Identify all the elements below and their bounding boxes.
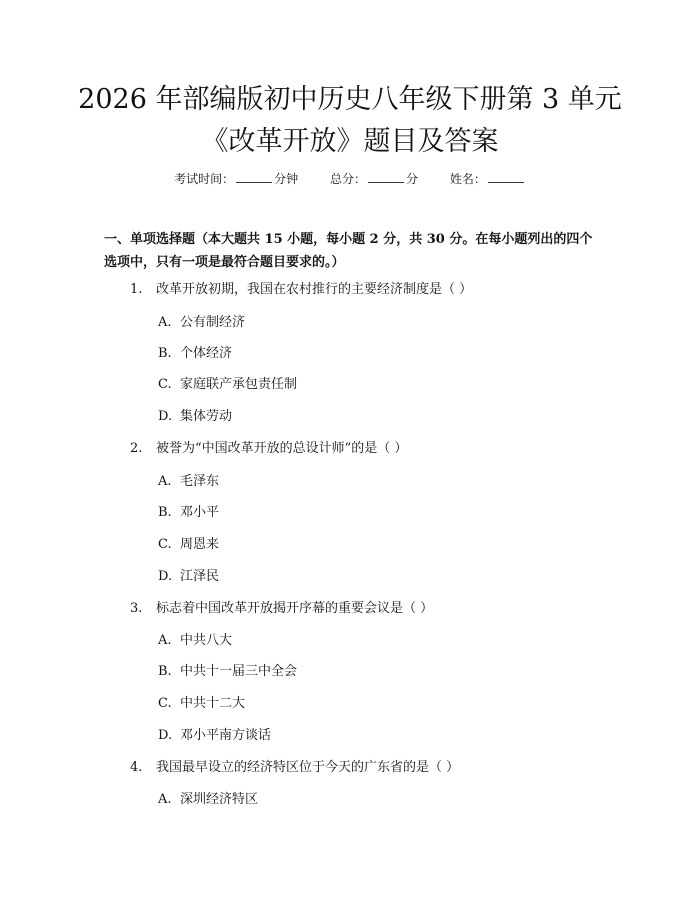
question-4 (130, 759, 459, 777)
option-letter: B. (158, 505, 172, 520)
question-1-option-c (158, 376, 297, 394)
option-text: 公有制经济 (180, 315, 246, 330)
question-3-option-b (158, 663, 297, 681)
exam-time-label: 考试时间： (174, 172, 235, 186)
student-name-label: 姓名： (449, 172, 486, 186)
question-3-option-a (158, 632, 232, 650)
question-text: 我国最早设立的经济特区位于今天的广东省的是（ ） (156, 760, 460, 775)
option-text: 深圳经济特区 (180, 792, 259, 807)
option-letter: B. (158, 346, 172, 361)
option-letter: A. (158, 315, 172, 330)
option-letter: A. (158, 792, 172, 807)
question-number: 2. (130, 441, 143, 456)
exam-time-blank (236, 172, 272, 183)
question-number: 3. (130, 601, 143, 616)
option-text: 个体经济 (180, 346, 233, 361)
question-4-option-a (158, 791, 258, 809)
option-letter: C. (158, 696, 172, 711)
option-text: 中共八大 (180, 633, 233, 648)
option-text: 江泽民 (180, 569, 220, 584)
question-3-option-d (158, 727, 271, 745)
question-number: 4. (130, 760, 143, 775)
option-text: 毛泽东 (180, 474, 220, 489)
option-letter: C. (158, 537, 172, 552)
total-score-label: 总分： (329, 172, 366, 186)
question-2-option-a (158, 473, 219, 491)
total-score-blank (368, 172, 404, 183)
option-text: 邓小平 (180, 505, 220, 520)
page-title-line-1: 2026 年部编版初中历史八年级下册第 3 单元 (78, 84, 622, 115)
question-1-option-d (158, 408, 232, 426)
option-text: 周恩来 (180, 537, 220, 552)
question-2-option-d (158, 568, 219, 586)
question-text: 被誉为“中国改革开放的总设计师”的是（ ） (156, 441, 408, 456)
option-letter: D. (158, 409, 173, 424)
student-name (450, 170, 526, 187)
question-3-option-c (158, 695, 245, 713)
question-1-option-a (158, 314, 245, 332)
option-letter: B. (158, 664, 172, 679)
total-score-unit: 分 (406, 172, 419, 186)
question-text: 改革开放初期，我国在农村推行的主要经济制度是（ ） (156, 282, 473, 297)
option-letter: D. (158, 569, 173, 584)
question-1 (130, 281, 472, 299)
option-text: 邓小平南方谈话 (180, 728, 272, 743)
option-text: 中共十二大 (180, 696, 246, 711)
section-heading: 一、单项选择题（本大题共 15 小题，每小题 2 分，共 30 分。在每小题列出的四个选项中，只有一项是最符合题目要求的。） (104, 232, 593, 270)
option-letter: A. (158, 474, 172, 489)
question-3 (130, 600, 433, 618)
student-name-blank (488, 172, 524, 183)
question-2-option-b (158, 504, 219, 522)
question-number: 1. (130, 282, 143, 297)
option-letter: A. (158, 633, 172, 648)
option-letter: C. (158, 377, 172, 392)
question-2 (130, 440, 407, 458)
question-1-option-b (158, 345, 232, 363)
option-text: 家庭联产承包责任制 (180, 377, 298, 392)
option-text: 中共十一届三中全会 (180, 664, 298, 679)
page-title-line-2: 《改革开放》题目及答案 (201, 126, 499, 157)
exam-time-unit: 分钟 (274, 172, 299, 186)
exam-meta (0, 170, 700, 187)
exam-time (174, 170, 298, 187)
option-text: 集体劳动 (180, 409, 233, 424)
question-2-option-c (158, 536, 219, 554)
question-text: 标志着中国改革开放揭开序幕的重要会议是（ ） (156, 601, 434, 616)
option-letter: D. (158, 728, 173, 743)
total-score (330, 170, 418, 187)
